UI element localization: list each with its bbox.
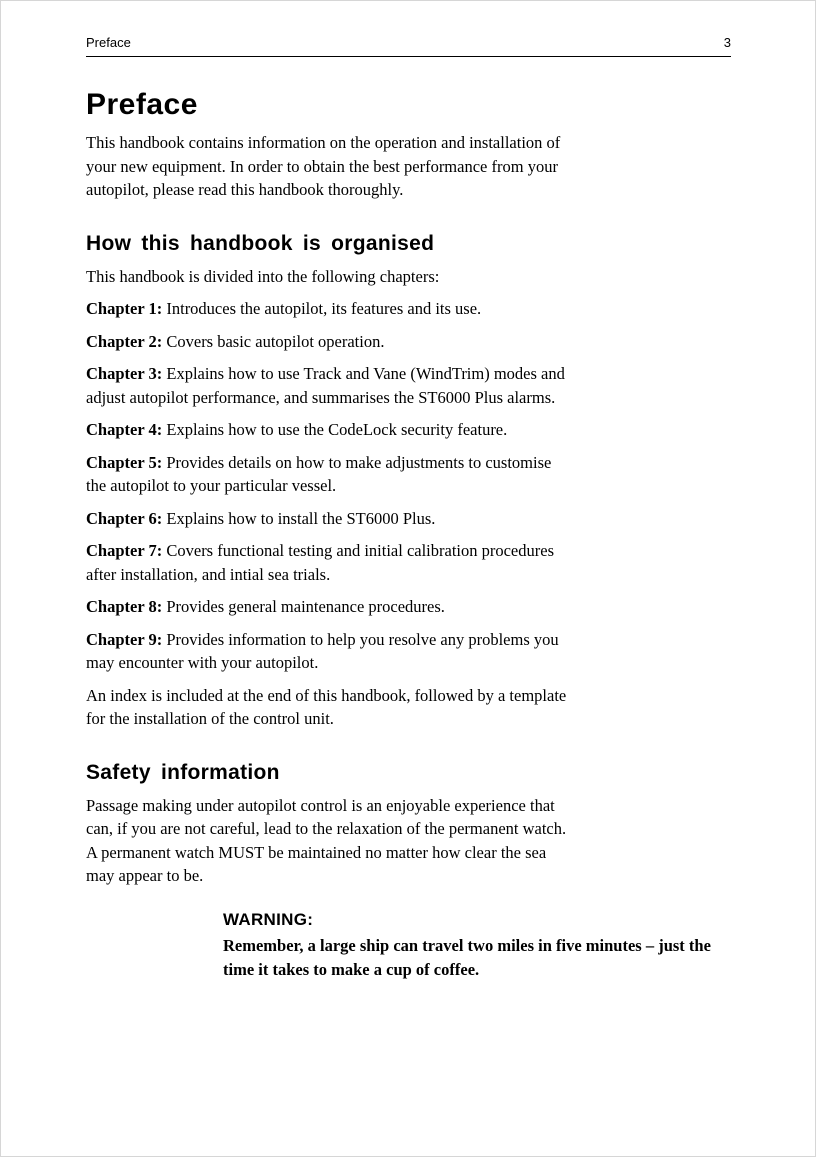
chapter-item [86, 628, 570, 675]
header-rule [86, 56, 731, 57]
chapter-text: Explains how to install the ST6000 Plus. [166, 508, 436, 528]
section-heading-safety: Safety information [86, 760, 280, 784]
organised-outro-paragraph: An index is included at the end of this handbook, followed by a template for the installation of the control unit. [86, 685, 567, 728]
chapter-label: Chapter 1: [86, 299, 163, 318]
chapter-item [86, 451, 570, 498]
chapter-item [86, 595, 570, 619]
chapter-label: Chapter 4: [86, 420, 163, 439]
warning-block [223, 910, 735, 982]
header-section-title: Preface [86, 35, 131, 50]
chapter-item [86, 418, 570, 442]
chapter-item [86, 297, 570, 321]
chapter-text: Provides general maintenance procedures. [166, 597, 445, 616]
chapter-label: Chapter 6: [86, 508, 163, 528]
organised-lead-paragraph: This handbook is divided into the following chapters: [86, 266, 440, 286]
chapter-text: Covers functional testing and initial calibration procedures after installation, and intial sea trials. [86, 541, 554, 584]
safety-paragraph: Passage making under autopilot control is an enjoyable experience that can, if you are not careful, lead to the relaxation of the permanent watch. A permanent watch MUST be maintained no matter how clear the sea may appear to be. [86, 795, 567, 885]
header-page-number: 3 [723, 35, 731, 50]
chapter-item [86, 362, 570, 409]
chapter-label: Chapter 8: [86, 597, 163, 616]
section-heading-organised: How this handbook is organised [86, 231, 435, 255]
warning-label: WARNING: [223, 909, 314, 929]
chapter-label: Chapter 5: [86, 452, 163, 472]
chapter-label: Chapter 3: [86, 364, 163, 383]
chapter-label: Chapter 2: [86, 331, 163, 351]
warning-text: Remember, a large ship can travel two miles in five minutes – just the time it takes to make a cup of coffee. [223, 935, 711, 979]
chapter-item [86, 539, 570, 586]
chapter-label: Chapter 7: [86, 541, 163, 560]
running-header [86, 35, 731, 56]
chapter-text: Introduces the autopilot, its features and its use. [166, 299, 482, 318]
chapter-text: Explains how to use Track and Vane (WindTrim) modes and adjust autopilot performance, and summarises the ST6000 Plus alarms. [86, 364, 565, 407]
chapter-text: Explains how to use the CodeLock security feature. [166, 420, 508, 439]
chapter-text: Provides information to help you resolve any problems you may encounter with your autopilot. [86, 629, 559, 672]
chapter-item [86, 330, 570, 354]
chapter-text: Provides details on how to make adjustments to customise the autopilot to your particular vessel. [86, 452, 552, 495]
intro-paragraph: This handbook contains information on the operation and installation of your new equipment. In order to obtain the best performance from your autopilot, please read this handbook thoroughly. [86, 133, 561, 199]
chapter-item [86, 507, 570, 531]
page-title: Preface [86, 88, 198, 121]
chapter-label: Chapter 9: [86, 629, 163, 649]
chapter-text: Covers basic autopilot operation. [166, 331, 385, 351]
